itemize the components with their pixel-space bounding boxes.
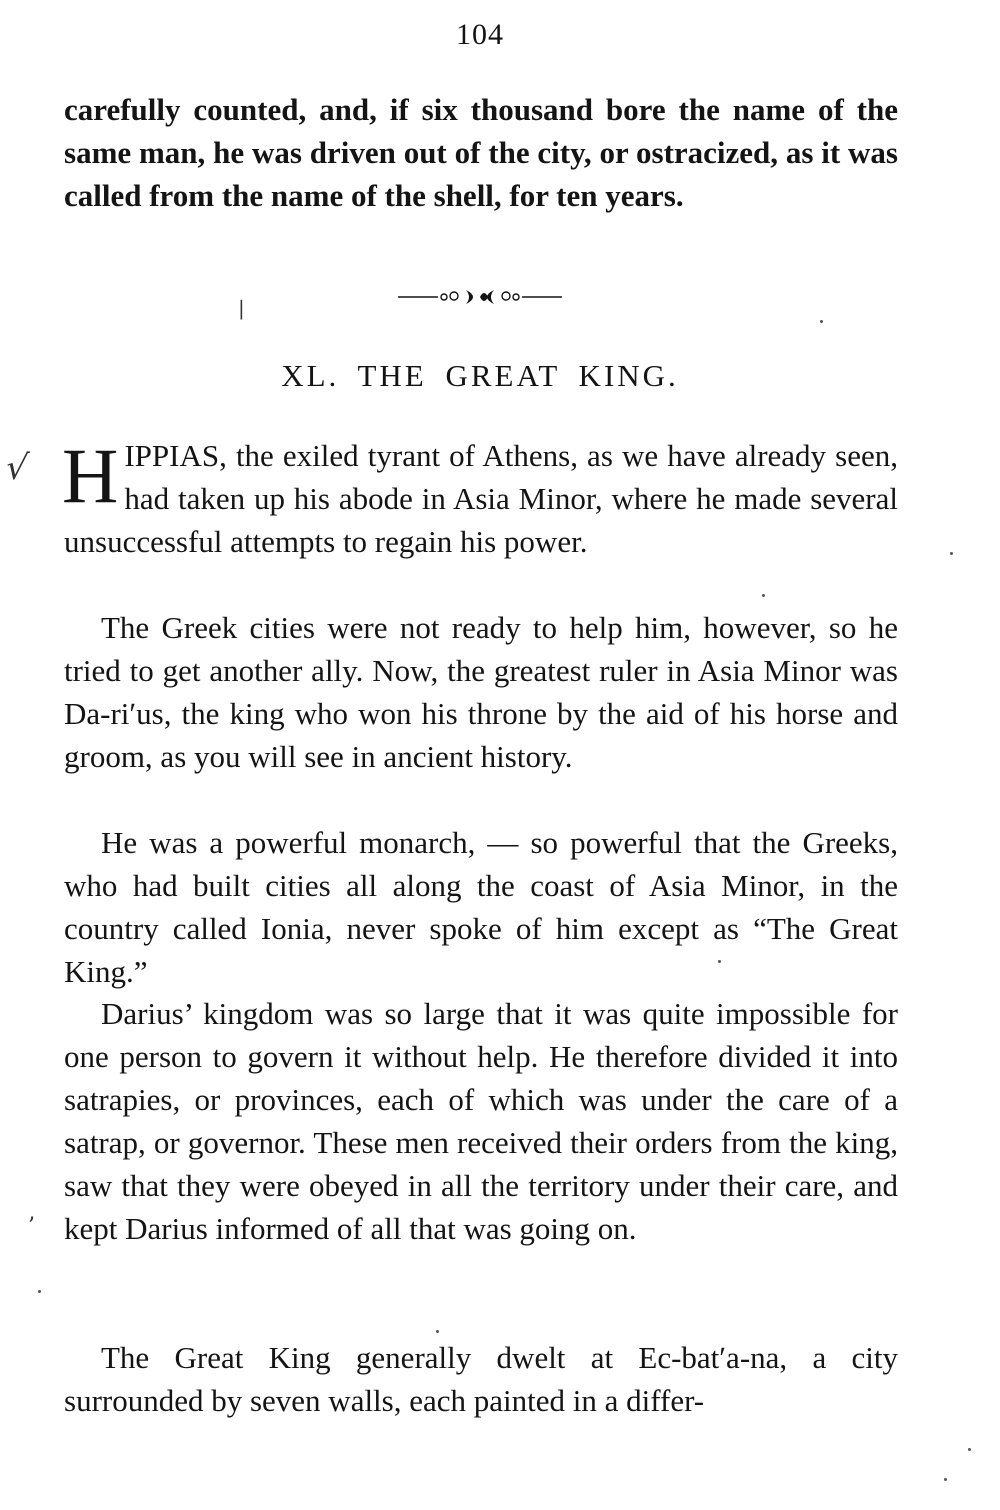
margin-tick-mark: ’ — [28, 1214, 35, 1239]
paragraph-5: The Great King generally dwelt at Ec-batʹa-na, a city surrounded by seven walls, each painted in a differ- — [64, 1340, 898, 1418]
paper-speck — [944, 1478, 947, 1481]
paper-speck — [718, 960, 721, 963]
page-number: 104 — [456, 18, 504, 51]
paragraph-3: He was a powerful monarch, — so powerful that the Greeks, who had built cities all along the coast of Asia Minor, in the country called Ionia, never spoke of him except as “The Great King.” — [64, 825, 898, 989]
drop-cap-letter: H — [62, 432, 119, 519]
margin-check-mark: √ — [3, 448, 31, 488]
section-divider-ornament — [398, 286, 562, 308]
chapter-title: XL. THE GREAT KING. — [281, 358, 679, 393]
margin-pencil-mark: | — [238, 296, 245, 320]
paragraph-2: The Greek cities were not ready to help him, however, so he tried to get another ally. Now, the greatest ruler in Asia Minor was Da-riʹus, the king who won his throne by the aid of his horse and groom, as you will see in ancient history. — [64, 610, 898, 774]
paragraph-1-text: IPPIAS, the exiled tyrant of Athens, as we have already seen, had taken up his abode in Asia Minor, where he made several unsuccessful attempts to regain his power. — [64, 438, 898, 559]
paper-speck — [820, 320, 823, 323]
paper-speck — [950, 552, 953, 555]
paper-speck — [762, 594, 765, 597]
paper-speck — [38, 1290, 41, 1293]
paper-speck — [968, 1448, 971, 1451]
paragraph-4: Darius’ kingdom was so large that it was quite impossible for one person to govern it without help. He therefore divided it into satrapies, or provinces, each of which was under the care of a satrap, or governor. These men received their orders from the king, saw that they were obeyed in all the territory under their care, and kept Darius informed of all that was going on. — [64, 996, 898, 1246]
paper-speck — [436, 1330, 439, 1333]
paragraph-1 — [64, 434, 898, 563]
continuation-paragraph: carefully counted, and, if six thousand bore the name of the same man, he was driven out of the city, or ostracized, as it was called from the name of the shell, for ten years. — [64, 92, 898, 213]
